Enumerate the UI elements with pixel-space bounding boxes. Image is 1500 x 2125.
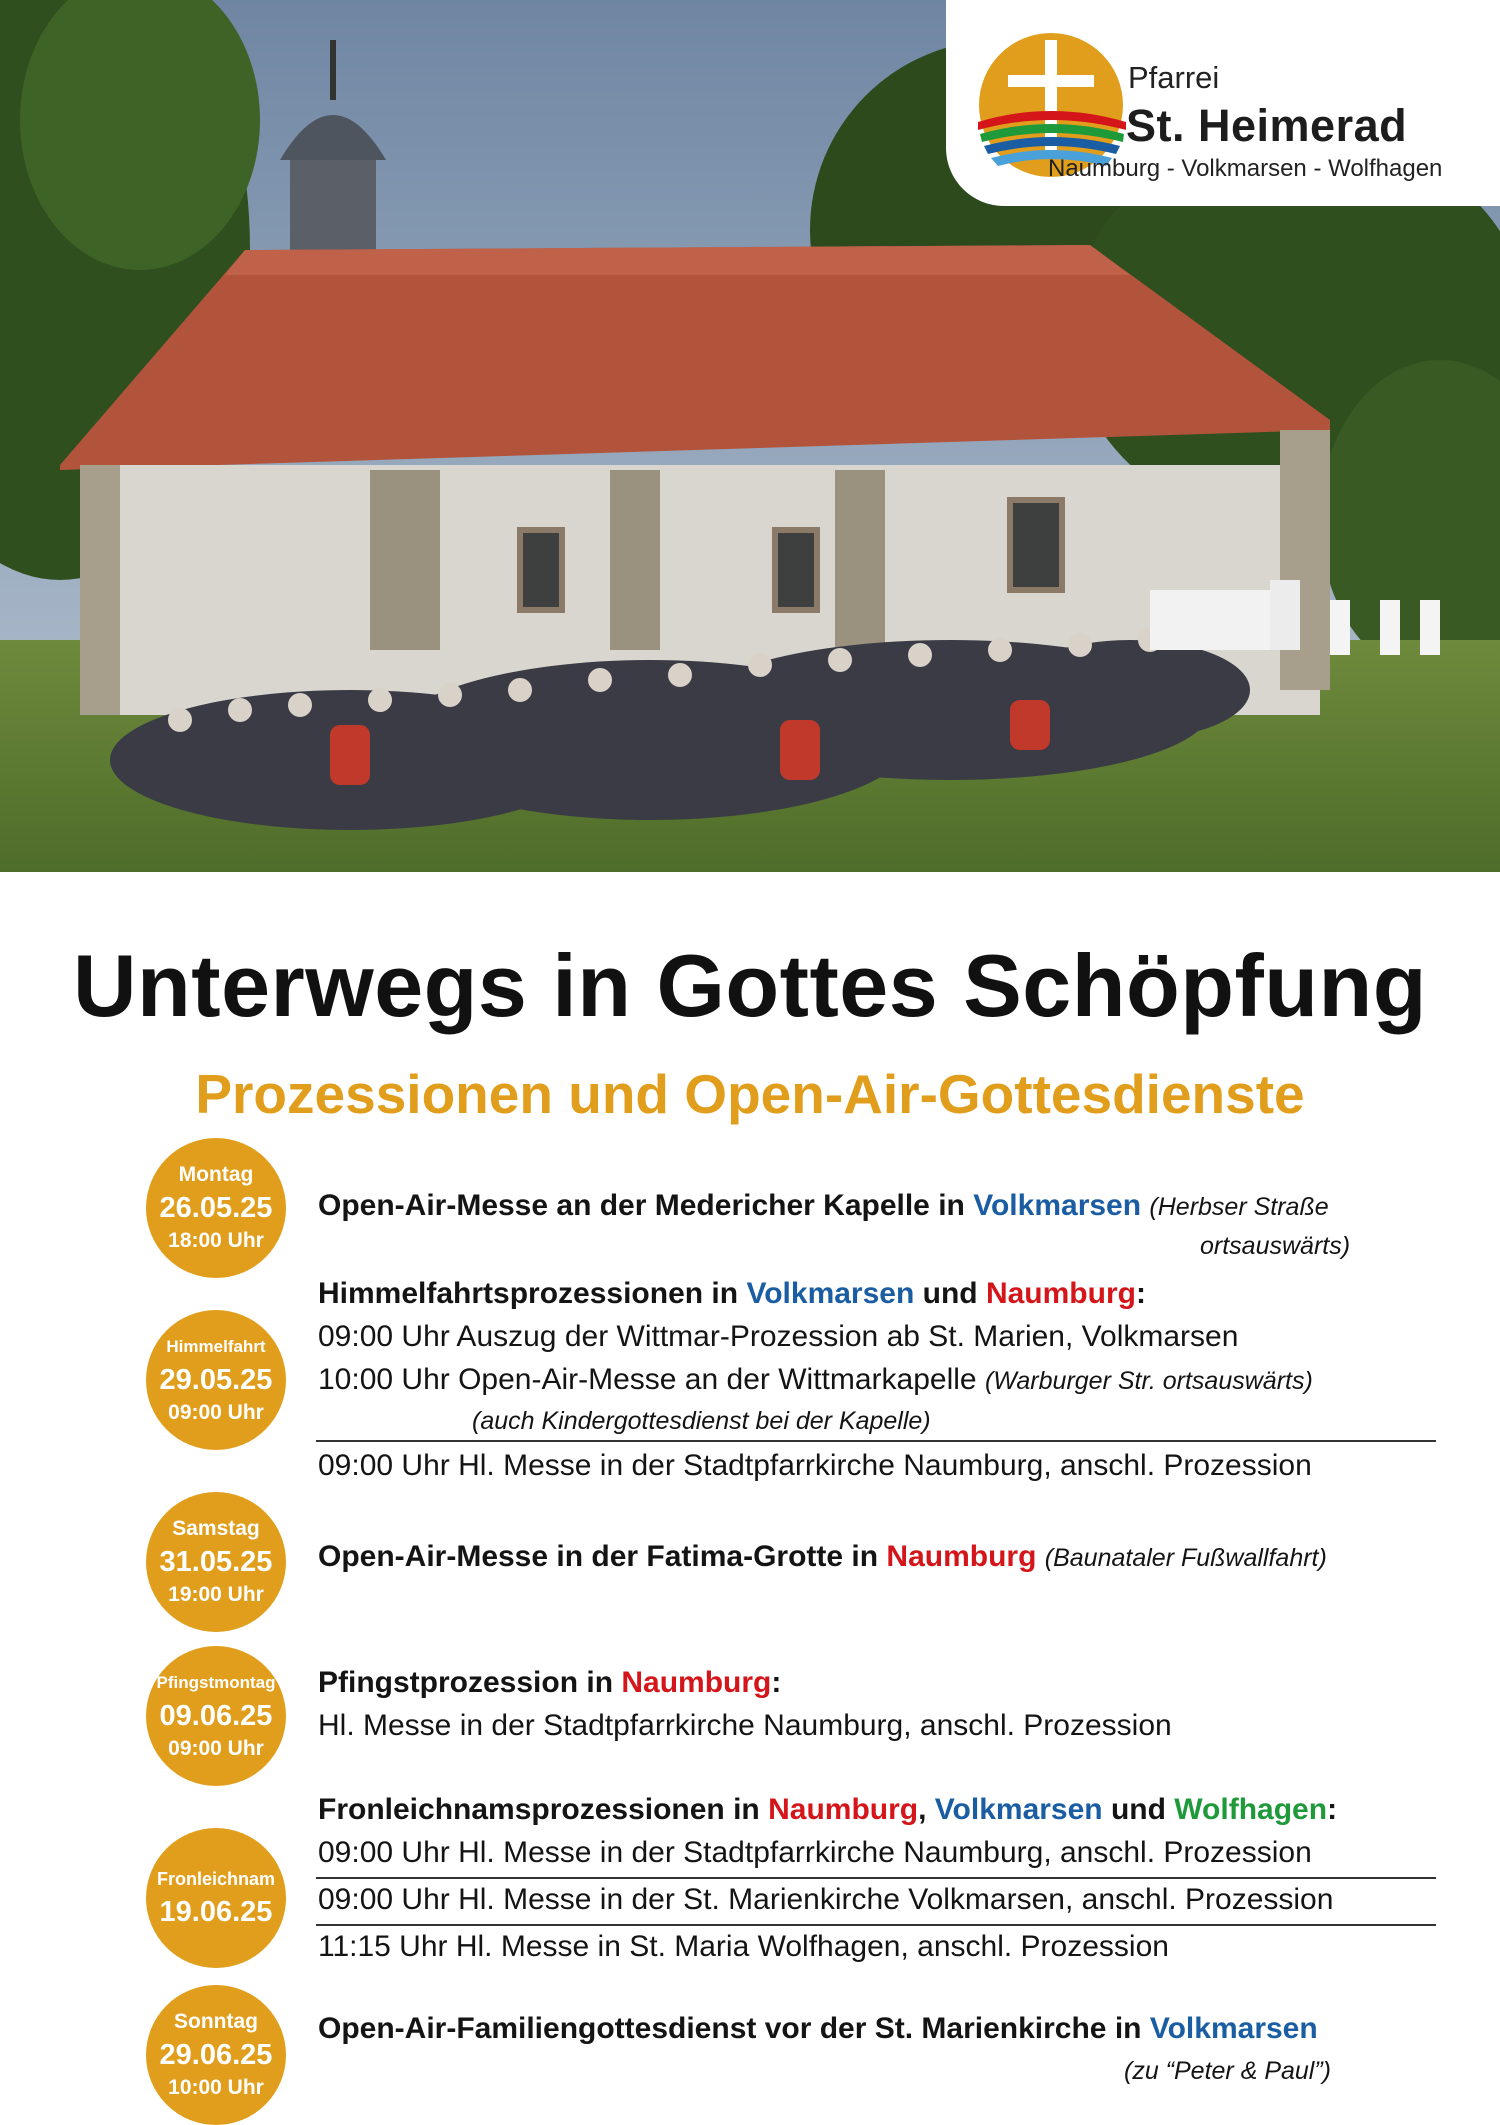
place-naumburg: Naumburg xyxy=(768,1793,919,1826)
event-text: Himmelfahrtsprozessionen in xyxy=(318,1277,747,1310)
date-badge-4 xyxy=(146,1646,286,1786)
date-badge-day: Himmelfahrt xyxy=(166,1337,266,1356)
date-badge-date: 19.06.25 xyxy=(159,1896,273,1928)
event-note: (Warburger Str. ortsauswärts) xyxy=(984,1367,1313,1395)
event-text: Open-Air-Messe in der Fatima-Grotte in xyxy=(318,1540,887,1573)
date-badge-1 xyxy=(146,1138,286,1278)
event-text: und xyxy=(914,1277,986,1310)
parish-logo xyxy=(946,0,1500,206)
divider xyxy=(316,1924,1436,1926)
logo-pfarrei-label: Pfarrei xyxy=(1128,60,1220,95)
event-text: , xyxy=(918,1793,935,1826)
date-badge-date: 09.06.25 xyxy=(159,1700,273,1732)
date-badge-day: Fronleichnam xyxy=(156,1869,276,1889)
place-naumburg: Naumburg xyxy=(621,1666,772,1699)
date-badge-date: 26.05.25 xyxy=(159,1192,273,1224)
event-text: : xyxy=(1327,1793,1338,1826)
logo-parish-name: St. Heimerad xyxy=(1126,100,1408,151)
page-subtitle: Prozessionen und Open-Air-Gottesdienste xyxy=(195,1063,1305,1125)
event-text: 10:00 Uhr Open-Air-Messe an der Wittmarkapelle xyxy=(318,1363,985,1396)
date-badge-date: 29.06.25 xyxy=(159,2039,273,2071)
event-text: und xyxy=(1102,1793,1175,1826)
date-badge-time: 19:00 Uhr xyxy=(168,1583,264,1606)
date-badge-day: Samstag xyxy=(172,1517,260,1540)
date-badge-date: 31.05.25 xyxy=(159,1546,273,1578)
place-volkmarsen: Volkmarsen xyxy=(746,1277,915,1310)
place-wolfhagen: Wolfhagen xyxy=(1174,1793,1328,1826)
place-volkmarsen: Volkmarsen xyxy=(934,1793,1103,1826)
event-1-note-cont: ortsauswärts) xyxy=(1200,1232,1351,1260)
event-5-line-3: 11:15 Uhr Hl. Messe in St. Maria Wolfhagen, anschl. Prozession xyxy=(318,1930,1169,1963)
event-text: Open-Air-Familiengottesdienst vor der St. Marienkirche in xyxy=(318,2012,1150,2045)
divider xyxy=(316,1440,1436,1442)
date-badge-6 xyxy=(146,1985,286,2125)
place-naumburg: Naumburg xyxy=(985,1277,1136,1310)
event-6-note: (zu “Peter & Paul”) xyxy=(1124,2057,1332,2085)
event-1-line xyxy=(318,1186,1329,1227)
event-2-line-2 xyxy=(318,1360,1313,1401)
event-text: Open-Air-Messe an der Medericher Kapelle in xyxy=(318,1189,974,1222)
date-badge-time: 09:00 Uhr xyxy=(168,1401,264,1424)
event-5-heading xyxy=(318,1790,1337,1830)
event-4-heading xyxy=(318,1663,781,1703)
place-volkmarsen: Volkmarsen xyxy=(1149,2012,1318,2045)
event-text: Pfingstprozession in xyxy=(318,1666,622,1699)
date-badge-date: 29.05.25 xyxy=(159,1364,273,1396)
event-2-heading xyxy=(318,1274,1146,1314)
event-text: Fronleichnamsprozessionen in xyxy=(318,1793,769,1826)
divider xyxy=(316,1877,1436,1879)
date-badge-5 xyxy=(146,1828,286,1968)
event-note: (Herbser Straße xyxy=(1149,1193,1329,1221)
place-volkmarsen: Volkmarsen xyxy=(973,1189,1142,1222)
event-5-line-1: 09:00 Uhr Hl. Messe in der Stadtpfarrkirche Naumburg, anschl. Prozession xyxy=(318,1836,1312,1869)
event-text: : xyxy=(1135,1277,1146,1310)
date-badge-day: Pfingstmontag xyxy=(156,1673,276,1692)
page-title: Unterwegs in Gottes Schöpfung xyxy=(72,936,1428,1035)
event-4-line-1: Hl. Messe in der Stadtpfarrkirche Naumburg, anschl. Prozession xyxy=(318,1709,1172,1742)
event-2-line-3: (auch Kindergottesdienst bei der Kapelle) xyxy=(472,1407,931,1435)
logo-places: Naumburg - Volkmarsen - Wolfhagen xyxy=(1048,155,1443,182)
date-badge-day: Sonntag xyxy=(174,2010,258,2033)
date-badge-3 xyxy=(146,1492,286,1632)
event-5-line-2: 09:00 Uhr Hl. Messe in der St. Marienkirche Volkmarsen, anschl. Prozession xyxy=(318,1883,1334,1916)
date-badge-time: 09:00 Uhr xyxy=(168,1737,264,1760)
date-badge-day: Montag xyxy=(178,1163,254,1186)
event-2-line-1: 09:00 Uhr Auszug der Wittmar-Prozession ab St. Marien, Volkmarsen xyxy=(318,1320,1239,1353)
event-note: (Baunataler Fußwallfahrt) xyxy=(1044,1544,1327,1572)
event-2-line-4: 09:00 Uhr Hl. Messe in der Stadtpfarrkirche Naumburg, anschl. Prozession xyxy=(318,1449,1312,1482)
event-text: : xyxy=(771,1666,782,1699)
event-3-line xyxy=(318,1537,1327,1578)
event-6-line xyxy=(318,2009,1318,2049)
date-badge-time: 18:00 Uhr xyxy=(168,1229,264,1252)
place-naumburg: Naumburg xyxy=(886,1540,1037,1573)
date-badge-time: 10:00 Uhr xyxy=(168,2076,264,2099)
date-badge-2 xyxy=(146,1310,286,1450)
